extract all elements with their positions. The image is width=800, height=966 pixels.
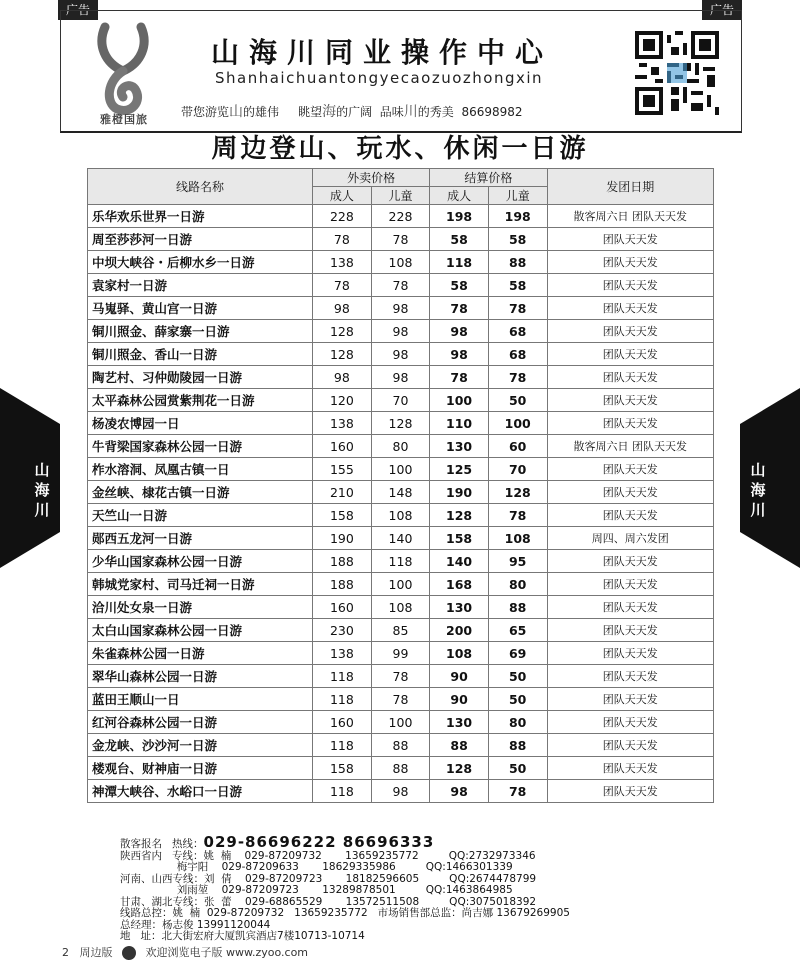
external-child: 78 bbox=[371, 274, 430, 297]
table-row bbox=[88, 550, 714, 573]
external-adult: 160 bbox=[313, 435, 372, 458]
settle-adult: 125 bbox=[430, 458, 489, 481]
route-name: 红河谷森林公园一日游 bbox=[88, 711, 313, 734]
slogan: 带您游览山的雄伟 眺望海的广阔 品味川的秀美 86698982 bbox=[181, 104, 523, 120]
external-adult: 118 bbox=[313, 734, 372, 757]
external-child: 99 bbox=[371, 642, 430, 665]
settle-adult: 168 bbox=[430, 573, 489, 596]
tour-table-body bbox=[88, 205, 714, 803]
settle-child: 88 bbox=[488, 734, 547, 757]
settle-adult: 130 bbox=[430, 435, 489, 458]
page-number: 2 bbox=[62, 946, 69, 959]
table-row bbox=[88, 619, 714, 642]
settle-child: 69 bbox=[488, 642, 547, 665]
external-child: 100 bbox=[371, 458, 430, 481]
settle-adult: 90 bbox=[430, 688, 489, 711]
external-adult: 78 bbox=[313, 228, 372, 251]
settle-adult: 130 bbox=[430, 596, 489, 619]
company-pinyin: Shanhaichuantongyecaozuozhongxin bbox=[215, 69, 544, 87]
route-name: 中坝大峡谷・后柳水乡一日游 bbox=[88, 251, 313, 274]
table-row bbox=[88, 665, 714, 688]
route-name: 杨凌农博园一日 bbox=[88, 412, 313, 435]
external-adult: 230 bbox=[313, 619, 372, 642]
departure-date: 团队天天发 bbox=[547, 412, 714, 435]
route-name: 蓝田王顺山一日 bbox=[88, 688, 313, 711]
settle-child: 50 bbox=[488, 389, 547, 412]
contact-line: 河南、山西专线：刘 倩 029-87209723 18182596605 QQ:2674478799 bbox=[120, 872, 537, 885]
hotline-row: 散客报名 热线：029-86696222 86696333 bbox=[120, 833, 435, 851]
header-child: 儿童 bbox=[371, 187, 430, 205]
external-adult: 210 bbox=[313, 481, 372, 504]
ad-tag-left: 广告 bbox=[58, 0, 98, 20]
external-adult: 118 bbox=[313, 780, 372, 803]
external-child: 70 bbox=[371, 389, 430, 412]
external-child: 118 bbox=[371, 550, 430, 573]
settle-adult: 140 bbox=[430, 550, 489, 573]
header-adult: 成人 bbox=[430, 187, 489, 205]
settle-child: 100 bbox=[488, 412, 547, 435]
departure-date: 团队天天发 bbox=[547, 619, 714, 642]
external-child: 128 bbox=[371, 412, 430, 435]
table-row bbox=[88, 205, 714, 228]
departure-date: 团队天天发 bbox=[547, 458, 714, 481]
departure-date: 团队天天发 bbox=[547, 711, 714, 734]
table-row bbox=[88, 688, 714, 711]
settle-adult: 78 bbox=[430, 297, 489, 320]
settle-adult: 98 bbox=[430, 343, 489, 366]
external-adult: 190 bbox=[313, 527, 372, 550]
external-child: 98 bbox=[371, 780, 430, 803]
departure-date: 散客周六日 团队天天发 bbox=[547, 205, 714, 228]
table-row bbox=[88, 228, 714, 251]
address-line: 地 址：北大街宏府大厦凯宾酒店7楼10713-10714 bbox=[120, 930, 365, 942]
header-banner bbox=[60, 10, 742, 133]
settle-adult: 88 bbox=[430, 734, 489, 757]
settle-adult: 128 bbox=[430, 757, 489, 780]
external-adult: 138 bbox=[313, 642, 372, 665]
table-row bbox=[88, 481, 714, 504]
external-adult: 120 bbox=[313, 389, 372, 412]
tour-price-table bbox=[87, 168, 714, 803]
external-adult: 160 bbox=[313, 711, 372, 734]
contact-line: 总经理：杨志俊 13991120044 bbox=[120, 918, 271, 931]
route-name: 铜川照金、香山一日游 bbox=[88, 343, 313, 366]
settle-adult: 198 bbox=[430, 205, 489, 228]
settle-child: 50 bbox=[488, 757, 547, 780]
route-name: 太白山国家森林公园一日游 bbox=[88, 619, 313, 642]
external-child: 228 bbox=[371, 205, 430, 228]
contact-line: 刘雨堃 029-87209723 13289878501 QQ:1463864985 bbox=[120, 884, 513, 896]
route-name: 马嵬驿、黄山宫一日游 bbox=[88, 297, 313, 320]
table-row bbox=[88, 734, 714, 757]
settle-adult: 58 bbox=[430, 274, 489, 297]
external-adult: 118 bbox=[313, 688, 372, 711]
settle-adult: 130 bbox=[430, 711, 489, 734]
settle-child: 128 bbox=[488, 481, 547, 504]
settle-child: 88 bbox=[488, 251, 547, 274]
route-name: 韩城党家村、司马迁祠一日游 bbox=[88, 573, 313, 596]
table-row bbox=[88, 343, 714, 366]
page-footer bbox=[62, 944, 308, 960]
table-row bbox=[88, 711, 714, 734]
route-name: 柞水溶洞、凤凰古镇一日 bbox=[88, 458, 313, 481]
external-child: 98 bbox=[371, 297, 430, 320]
settle-child: 68 bbox=[488, 343, 547, 366]
external-child: 148 bbox=[371, 481, 430, 504]
departure-date: 团队天天发 bbox=[547, 573, 714, 596]
company-logo-icon bbox=[87, 19, 161, 123]
header-route: 线路名称 bbox=[88, 169, 313, 205]
route-name: 袁家村一日游 bbox=[88, 274, 313, 297]
external-adult: 228 bbox=[313, 205, 372, 228]
external-child: 80 bbox=[371, 435, 430, 458]
departure-date: 团队天天发 bbox=[547, 780, 714, 803]
table-row bbox=[88, 642, 714, 665]
table-row bbox=[88, 274, 714, 297]
table-row bbox=[88, 297, 714, 320]
settle-adult: 98 bbox=[430, 780, 489, 803]
route-name: 郧西五龙河一日游 bbox=[88, 527, 313, 550]
table-row bbox=[88, 757, 714, 780]
side-label-right: 山海川 bbox=[750, 461, 766, 519]
external-adult: 78 bbox=[313, 274, 372, 297]
contact-line: 陕西省内 专线：姚 楠 029-87209732 13659235772 QQ:2732973346 bbox=[120, 849, 536, 862]
departure-date: 团队天天发 bbox=[547, 504, 714, 527]
external-adult: 128 bbox=[313, 343, 372, 366]
contact-line: 甘肃、湖北专线：张 蕾 029-68865529 13572511508 QQ:3075018392 bbox=[120, 895, 537, 908]
settle-adult: 110 bbox=[430, 412, 489, 435]
slogan-phone: 86698982 bbox=[461, 105, 523, 119]
table-row bbox=[88, 527, 714, 550]
page-title: 周边登山、玩水、休闲一日游 bbox=[211, 134, 589, 164]
route-name: 翠华山森林公园一日游 bbox=[88, 665, 313, 688]
settle-adult: 90 bbox=[430, 665, 489, 688]
settle-adult: 108 bbox=[430, 642, 489, 665]
settle-adult: 78 bbox=[430, 366, 489, 389]
table-row bbox=[88, 251, 714, 274]
external-adult: 188 bbox=[313, 573, 372, 596]
route-name: 少华山国家森林公园一日游 bbox=[88, 550, 313, 573]
external-adult: 155 bbox=[313, 458, 372, 481]
external-child: 78 bbox=[371, 688, 430, 711]
header-adult: 成人 bbox=[313, 187, 372, 205]
external-child: 140 bbox=[371, 527, 430, 550]
footer-section: 周边版 bbox=[79, 946, 113, 959]
table-row bbox=[88, 780, 714, 803]
settle-child: 58 bbox=[488, 228, 547, 251]
settle-child: 78 bbox=[488, 504, 547, 527]
settle-child: 78 bbox=[488, 780, 547, 803]
departure-date: 团队天天发 bbox=[547, 297, 714, 320]
settle-child: 50 bbox=[488, 665, 547, 688]
settle-child: 78 bbox=[488, 366, 547, 389]
settle-child: 60 bbox=[488, 435, 547, 458]
table-row bbox=[88, 389, 714, 412]
settle-adult: 158 bbox=[430, 527, 489, 550]
settle-adult: 128 bbox=[430, 504, 489, 527]
settle-child: 88 bbox=[488, 596, 547, 619]
table-row bbox=[88, 366, 714, 389]
table-row bbox=[88, 458, 714, 481]
header-external: 外卖价格 bbox=[313, 169, 430, 187]
company-name: 山海川同业操作中心 bbox=[211, 36, 554, 69]
route-name: 太平森林公园赏紫荆花一日游 bbox=[88, 389, 313, 412]
external-child: 108 bbox=[371, 251, 430, 274]
table-row bbox=[88, 435, 714, 458]
ad-tag-right: 广告 bbox=[702, 0, 742, 20]
route-name: 金龙峡、沙沙河一日游 bbox=[88, 734, 313, 757]
route-name: 神潭大峡谷、水峪口一日游 bbox=[88, 780, 313, 803]
route-name: 陶艺村、习仲勋陵园一日游 bbox=[88, 366, 313, 389]
external-adult: 158 bbox=[313, 504, 372, 527]
external-adult: 158 bbox=[313, 757, 372, 780]
table-row bbox=[88, 573, 714, 596]
qr-code-icon bbox=[635, 31, 719, 115]
departure-date: 散客周六日 团队天天发 bbox=[547, 435, 714, 458]
external-adult: 188 bbox=[313, 550, 372, 573]
settle-child: 50 bbox=[488, 688, 547, 711]
departure-date: 团队天天发 bbox=[547, 481, 714, 504]
logo-name: 雅橙国旅 bbox=[100, 113, 148, 126]
external-child: 100 bbox=[371, 573, 430, 596]
external-child: 88 bbox=[371, 757, 430, 780]
table-row bbox=[88, 320, 714, 343]
external-adult: 128 bbox=[313, 320, 372, 343]
settle-adult: 58 bbox=[430, 228, 489, 251]
external-adult: 138 bbox=[313, 412, 372, 435]
table-row bbox=[88, 504, 714, 527]
settle-adult: 200 bbox=[430, 619, 489, 642]
settle-child: 65 bbox=[488, 619, 547, 642]
departure-date: 团队天天发 bbox=[547, 274, 714, 297]
departure-date: 周四、周六发团 bbox=[547, 527, 714, 550]
route-name: 朱雀森林公园一日游 bbox=[88, 642, 313, 665]
route-name: 铜川照金、薛家寨一日游 bbox=[88, 320, 313, 343]
contact-line: 线路总控：姚 楠 029-87209732 13659235772 市场销售部总监：尚吉娜 13679269905 bbox=[120, 907, 570, 919]
settle-child: 95 bbox=[488, 550, 547, 573]
route-name: 金丝峡、棣花古镇一日游 bbox=[88, 481, 313, 504]
departure-date: 团队天天发 bbox=[547, 389, 714, 412]
external-child: 78 bbox=[371, 665, 430, 688]
settle-child: 198 bbox=[488, 205, 547, 228]
header-child: 儿童 bbox=[488, 187, 547, 205]
external-child: 78 bbox=[371, 228, 430, 251]
external-child: 98 bbox=[371, 343, 430, 366]
external-adult: 118 bbox=[313, 665, 372, 688]
route-name: 天竺山一日游 bbox=[88, 504, 313, 527]
external-adult: 160 bbox=[313, 596, 372, 619]
settle-child: 78 bbox=[488, 297, 547, 320]
settle-adult: 98 bbox=[430, 320, 489, 343]
header-settle: 结算价格 bbox=[430, 169, 547, 187]
route-name: 楼观台、财神庙一日游 bbox=[88, 757, 313, 780]
table-row bbox=[88, 412, 714, 435]
external-child: 98 bbox=[371, 320, 430, 343]
external-adult: 138 bbox=[313, 251, 372, 274]
settle-child: 58 bbox=[488, 274, 547, 297]
departure-date: 团队天天发 bbox=[547, 251, 714, 274]
route-name: 乐华欢乐世界一日游 bbox=[88, 205, 313, 228]
settle-adult: 118 bbox=[430, 251, 489, 274]
departure-date: 团队天天发 bbox=[547, 688, 714, 711]
departure-date: 团队天天发 bbox=[547, 596, 714, 619]
departure-date: 团队天天发 bbox=[547, 642, 714, 665]
route-name: 周至莎莎河一日游 bbox=[88, 228, 313, 251]
settle-adult: 100 bbox=[430, 389, 489, 412]
external-adult: 98 bbox=[313, 366, 372, 389]
globe-icon bbox=[122, 946, 136, 960]
route-name: 牛背梁国家森林公园一日游 bbox=[88, 435, 313, 458]
departure-date: 团队天天发 bbox=[547, 665, 714, 688]
external-child: 88 bbox=[371, 734, 430, 757]
contact-info bbox=[120, 833, 570, 943]
footer-text: 欢迎浏览电子版 www.zyoo.com bbox=[145, 946, 309, 959]
settle-child: 108 bbox=[488, 527, 547, 550]
departure-date: 团队天天发 bbox=[547, 757, 714, 780]
header-departure: 发团日期 bbox=[547, 169, 714, 205]
external-child: 108 bbox=[371, 596, 430, 619]
departure-date: 团队天天发 bbox=[547, 550, 714, 573]
external-child: 98 bbox=[371, 366, 430, 389]
external-adult: 98 bbox=[313, 297, 372, 320]
route-name: 洽川处女泉一日游 bbox=[88, 596, 313, 619]
settle-child: 70 bbox=[488, 458, 547, 481]
table-row bbox=[88, 596, 714, 619]
departure-date: 团队天天发 bbox=[547, 366, 714, 389]
side-label-left: 山海川 bbox=[34, 461, 50, 519]
departure-date: 团队天天发 bbox=[547, 343, 714, 366]
settle-child: 68 bbox=[488, 320, 547, 343]
settle-child: 80 bbox=[488, 711, 547, 734]
external-child: 85 bbox=[371, 619, 430, 642]
departure-date: 团队天天发 bbox=[547, 734, 714, 757]
settle-adult: 190 bbox=[430, 481, 489, 504]
external-child: 108 bbox=[371, 504, 430, 527]
external-child: 100 bbox=[371, 711, 430, 734]
hotline-number: 029-86696222 86696333 bbox=[203, 833, 435, 851]
departure-date: 团队天天发 bbox=[547, 320, 714, 343]
contact-line: 梅宇阳 029-87209633 18629335986 QQ:1466301339 bbox=[120, 861, 513, 873]
departure-date: 团队天天发 bbox=[547, 228, 714, 251]
settle-child: 80 bbox=[488, 573, 547, 596]
